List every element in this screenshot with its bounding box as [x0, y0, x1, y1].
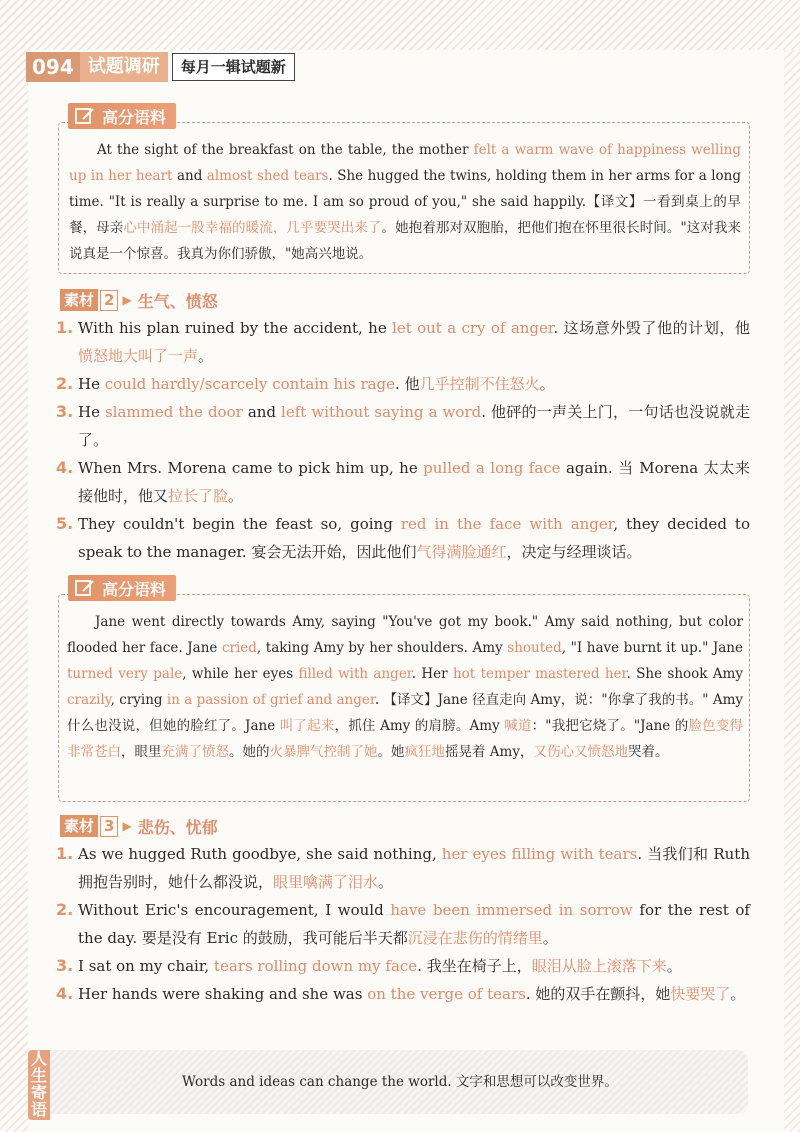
material-3-header: 素材 3 ▶ 悲伤、忧郁	[60, 814, 218, 838]
page-number: 094	[26, 52, 80, 82]
list-item: 1. As we hugged Ruth goodbye, she said nothing, her eyes filling with tears. 当我们和 Ruth 拥抱告别时，她什么都没说，眼里噙满了泪水。	[56, 844, 750, 891]
material-2-header: 素材 2 ▶ 生气、愤怒	[60, 288, 218, 312]
column-title: 每月一辑试题新	[172, 53, 295, 81]
list-item: 3. I sat on my chair, tears rolling down my face. 我坐在椅子上，眼泪从脸上滚落下来。	[56, 956, 682, 975]
quote-box-1-text: At the sight of the breakfast on the table, the mother felt a warm wave of happiness welling up in her heart and almost shed tears. She hugged the twins, holding them in her arms for a long time. "It is really a surprise to me. I am so proud of you," she said happily.【译文】一看到桌上的早餐，母亲心中涌起一股幸福的暖流，几乎要哭出来了。她抱着那对双胞胎，把他们抱在怀里很长时间。"这对我来说真是一个惊喜。我真为你们骄傲，"她高兴地说。	[69, 142, 742, 262]
list-item: 2. He could hardly/scarcely contain his rage. 他几乎控制不住怒火。	[56, 374, 555, 393]
list-item: 1. With his plan ruined by the accident, he let out a cry of anger. 这场意外毁了他的计划，他愤怒地大叫了一声。	[56, 318, 751, 365]
list-item: 4. Her hands were shaking and she was on the verge of tears. 她的双手在颤抖，她快要哭了。	[56, 984, 746, 1003]
right-hatch-band	[784, 50, 800, 1132]
box-1-label: 高分语料	[68, 103, 176, 129]
quote-box-1	[58, 122, 750, 274]
triangle-right-icon: ▶	[122, 293, 132, 307]
edit-note-icon	[74, 106, 96, 126]
list-item: 5. They couldn't begin the feast so, going red in the face with anger, they decided to speak to the manager. 宴会无法开始，因此他们气得满脸通红，决定与经理谈话。	[56, 514, 750, 561]
footer-side-label: 人生寄语	[28, 1050, 50, 1120]
box-2-label: 高分语料	[68, 575, 176, 601]
list-item: 3. He slammed the door and left without saying a word. 他砰的一声关上门，一句话也没说就走了。	[56, 402, 750, 449]
page-header	[26, 52, 295, 82]
quote-box-2-text: Jane went directly towards Amy, saying "You've got my book." Amy said nothing, but color flooded her face. Jane cried, taking Amy by her shoulders. Amy shouted, "I have burnt it up." Jane turned very pale, while her eyes filled with anger. Her hot temper mastered her. She shook Amy crazily, crying in a passion of grief and anger. 【译文】Jane 径直走向 Amy，说："你拿了我的书。" Amy 什么也没说，但她的脸红了。Jane 叫了起来，抓住 Amy 的肩膀。Amy 喊道："我把它烧了。"Jane 的脸色变得非常苍白，眼里充满了愤怒。她的火暴脾气控制了她。她疯狂地摇晃着 Amy，又伤心又愤怒地哭着。	[67, 614, 744, 760]
section-title: 试题调研	[80, 52, 168, 82]
top-hatch-band	[0, 0, 800, 50]
quote-box-2	[58, 594, 750, 802]
list-item: 4. When Mrs. Morena came to pick him up, he pulled a long face again. 当 Morena 太太来接他时，他又拉长了脸。	[56, 458, 750, 505]
edit-note-icon	[74, 578, 96, 598]
triangle-right-icon: ▶	[122, 819, 132, 833]
list-item: 2. Without Eric's encouragement, I would have been immersed in sorrow for the rest of the day. 要是没有 Eric 的鼓励，我可能后半天都沉浸在悲伤的情绪里。	[56, 900, 750, 947]
footer-quote: Words and ideas can change the world. 文字和思想可以改变世界。	[182, 1074, 618, 1090]
left-hatch-band	[0, 50, 28, 1132]
